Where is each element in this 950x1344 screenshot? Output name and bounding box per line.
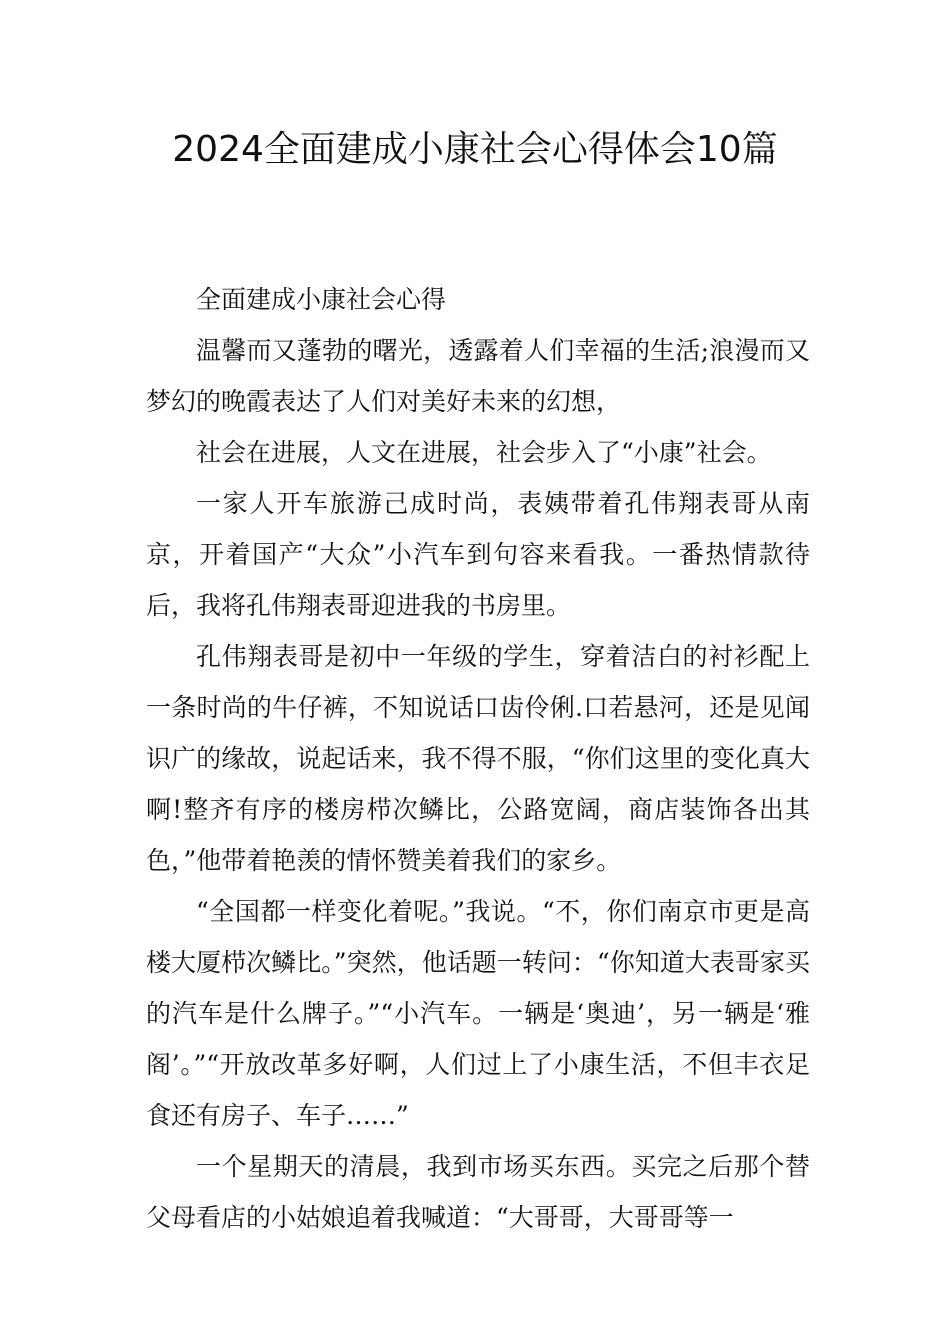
paragraph-3: 一家人开车旅游己成时尚，表姨带着孔伟翔表哥从南京，开着国产“大众”小汽车到句容来看我。一番热情款待后，我将孔伟翔表哥迎进我的书房里。: [146, 489, 810, 620]
document-title: 2024全面建成小康社会心得体会10篇: [172, 129, 778, 170]
document-body: [146, 274, 810, 1243]
paragraph-subtitle: 全面建成小康社会心得: [196, 285, 447, 314]
paragraph-1: 温馨而又蓬勃的曙光，透露着人们幸福的生活;浪漫而又梦幻的晚霞表达了人们对美好未来的幻想，: [146, 336, 810, 416]
paragraph-4: 孔伟翔表哥是初中一年级的学生，穿着洁白的衬衫配上一条时尚的牛仔裤，不知说话口齿伶俐.口若悬河，还是见闻识广的缘故，说起话来，我不得不服，“你们这里的变化真大啊!整齐有序的楼房栉次鳞比，公路宽阔，商店装饰各出其色，”他带着艳羡的情怀赞美着我们的家乡。: [146, 642, 810, 875]
paragraph-2: 社会在进展，人文在进展，社会步入了“小康”社会。: [196, 438, 772, 467]
paragraph-5: “全国都一样变化着呢。”我说。“不，你们南京市更是高楼大厦栉次鳞比。”突然，他话题一转问：“你知道大表哥家买的汽车是什么牌子。”“小汽车。一辆是‘奥迪’，另一辆是‘雅阁’。”“开放改革多好啊，人们过上了小康生活，不但丰衣足食还有房子、车子……”: [146, 897, 810, 1130]
paragraph-6: 一个星期天的清晨，我到市场买东西。买完之后那个替父母看店的小姑娘追着我喊道：“大哥哥，大哥哥等一: [146, 1152, 810, 1232]
